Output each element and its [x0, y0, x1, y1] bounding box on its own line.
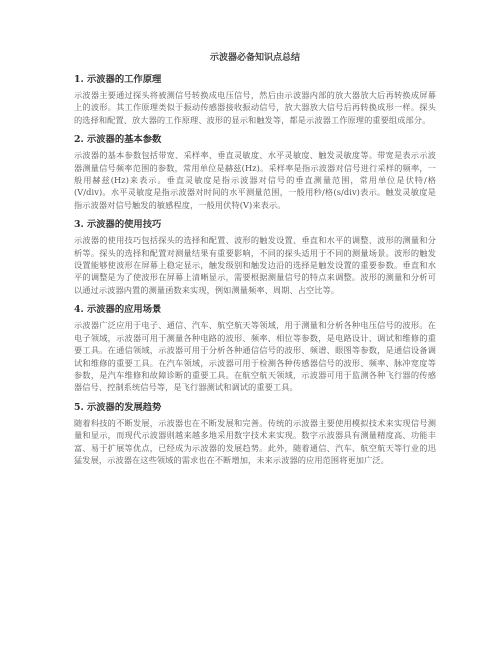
section-body: 示波器主要通过探头将被测信号转换成电压信号，然后由示波器内部的放大器放大后再转换成屏幕上的波形。其工作原理类似于振动传感器接收振动信号，放大器放大信号后再转换成形一样。探头的选择和配置、放大器的工作原理、波形的显示和触发等，都是示波器工作原理的重要组成部分。 [74, 90, 436, 125]
section-body: 随着科技的不断发展，示波器也在不断发展和完善。传统的示波器主要使用模拟技术来实现信号测量和显示，而现代示波器则越来越多地采用数字技术来实现。数字示波器具有测量精度高、功能丰富、易于扩展等优点，已经成为示波器的发展趋势。此外，随着通信、汽车、航空航天等行业的迅猛发展，示波器在这些领域的需求也在不断增加，未来示波器的应用范围将更加广泛。 [74, 417, 436, 465]
section-body: 示波器广泛应用于电子、通信、汽车、航空航天等领域，用于测量和分析各种电压信号的波形。在电子领域，示波器可用于测量各种电路的波形、频率、相位等参数，是电路设计、调试和维修的重要工具。在通信领域，示波器可用于分析各种通信信号的波形、频谱、眼图等参数，是通信设备调试和维修的重要工具。在汽车领域，示波器可用于检测各种传感器信号的波形、频率、脉冲宽度等参数，是汽车维修和故障诊断的重要工具。在航空航天领域，示波器可用于监测各种飞行器的传感器信号、控制系统信号等，是飞行器测试和调试的重要工具。 [74, 320, 436, 393]
section-heading: 5. 示波器的发展趋势 [74, 401, 162, 413]
section-body: 示波器的使用技巧包括探头的选择和配置、波形的触发设置、垂直和水平的调整、波形的测量和分析等。探头的选择和配置对测量结果有重要影响，不同的探头适用于不同的测量场景。波形的触发设置能够使波形在屏幕上稳定显示，触发级别和触发边沿的选择是触发设置的重要参数。垂直和水平的调整是为了使波形在屏幕上清晰显示，需要根据测量信号的特点来调整。波形的测量和分析可以通过示波器内置的测量函数来实现，例如测量频率、周期、占空比等。 [74, 235, 436, 295]
section-heading: 1. 示波器的工作原理 [74, 74, 162, 85]
section-working-principle [74, 74, 436, 126]
section-development-trends [74, 402, 436, 467]
section-basic-parameters [74, 134, 436, 211]
section-heading: 2. 示波器的基本参数 [74, 134, 162, 146]
section-application-scenarios [74, 304, 436, 393]
document-title: 示波器必备知识点总结 [209, 53, 300, 63]
section-heading: 4. 示波器的应用场景 [74, 304, 162, 316]
section-usage-tips [74, 219, 436, 296]
section-body: 示波器的基本参数包括带宽、采样率、垂直灵敏度、水平灵敏度、触发灵敏度等。带宽是表示示波器测量信号频率范围的参数，常用单位是赫兹(Hz)。采样率是指示波器对信号进行采样的频率，一般用赫兹(Hz)来表示。垂直灵敏度是指示波器对信号的垂直测量范围，常用单位是伏特/格(V/div)。水平灵敏度是指示波器对时间的水平测量范围，一般用秒/格(s/div)表示。触发灵敏度是指示波器对信号触发的敏感程度，一般用伏特(V)来表示。 [74, 150, 436, 210]
section-heading: 3. 示波器的使用技巧 [74, 219, 162, 231]
